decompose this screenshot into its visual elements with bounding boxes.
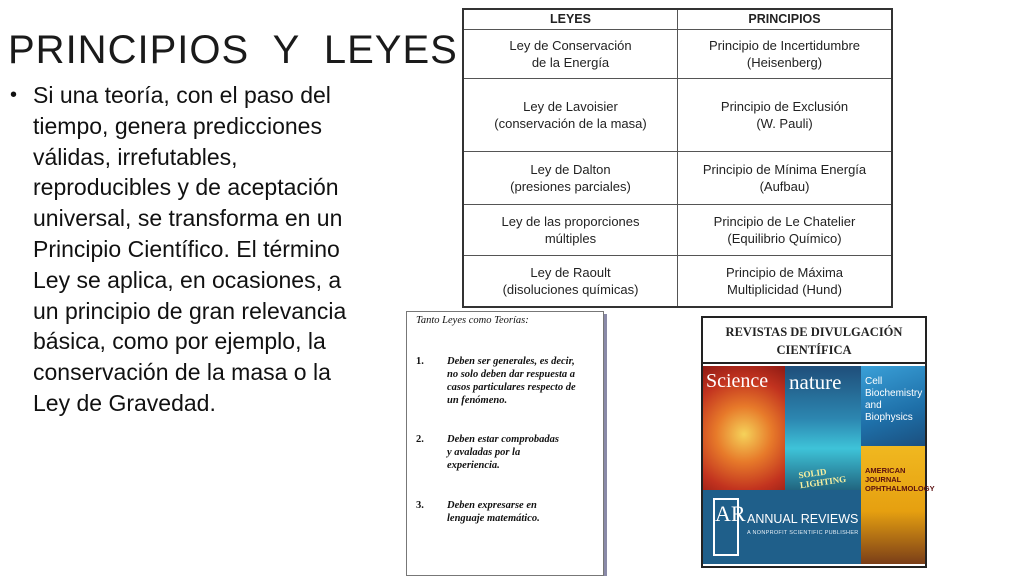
magazines-header: REVISTAS DE DIVULGACIÓN CIENTÍFICA — [703, 318, 925, 364]
annual-reviews-logo: AR — [713, 498, 739, 556]
note-item: 3. Deben expresarse en lenguaje matemático. — [416, 500, 540, 524]
ley-cell: Ley de Lavoisier (conservación de la masa) — [463, 79, 678, 152]
principio-cell: Principio de Incertidumbre (Heisenberg) — [678, 30, 893, 79]
ley-cell: Ley de Conservación de la Energía — [463, 30, 678, 79]
ley-cell: Ley de Dalton (presiones parciales) — [463, 152, 678, 205]
slide-title: PRINCIPIOS Y LEYES — [8, 28, 458, 72]
table-row — [463, 30, 892, 79]
header-principios: PRINCIPIOS — [678, 9, 893, 30]
ley-cell: Ley de Raoult (disoluciones químicas) — [463, 256, 678, 308]
table-header-row — [463, 9, 892, 30]
principio-cell: Principio de Exclusión (W. Pauli) — [678, 79, 893, 152]
table-row — [463, 205, 892, 256]
note-intro: Tanto Leyes como Teorías: — [416, 315, 529, 326]
table-row — [463, 256, 892, 308]
table-row — [463, 152, 892, 205]
annual-reviews-title: ANNUAL REVIEWS — [747, 512, 859, 526]
annual-reviews-subtitle: A NONPROFIT SCIENTIFIC PUBLISHER — [747, 530, 859, 536]
note-card — [406, 311, 604, 576]
principio-cell: Principio de Máxima Multiplicidad (Hund) — [678, 256, 893, 308]
science-cover — [703, 366, 785, 490]
note-item: 2. Deben estar comprobadas y avaladas por la experiencia. — [416, 434, 559, 471]
bullet-dot-icon: • — [10, 84, 18, 106]
magazines-panel — [701, 316, 935, 568]
ley-cell: Ley de las proporciones múltiples — [463, 205, 678, 256]
header-leyes: LEYES — [463, 9, 678, 30]
bullet-paragraph — [10, 80, 355, 419]
nature-headline: SOLID LIGHTING — [797, 466, 847, 491]
note-item: 1. Deben ser generales, es decir, no solo deben dar respuesta a casos particulares respecto de un fenómeno. — [416, 356, 576, 406]
principio-cell: Principio de Mínima Energía (Aufbau) — [678, 152, 893, 205]
table-row — [463, 79, 892, 152]
laws-principles-table — [462, 8, 893, 308]
annual-reviews-cover — [703, 490, 861, 564]
bullet-text: Si una teoría, con el paso del tiempo, genera predicciones válidas, irrefutables, reproducibles y de aceptación universal, se transforma en un Principio Científico. El término Ley se aplica, en ocasiones, a un principio de gran relevancia básica, como por ejemplo, la conservación de la masa o la Ley de Gravedad. — [33, 82, 347, 416]
nature-logo: nature — [789, 370, 842, 394]
cell-biochemistry-cover: Cell Biochemistry and Biophysics — [861, 366, 925, 446]
science-logo: Science — [706, 370, 769, 392]
principio-cell: Principio de Le Chatelier (Equilibrio Químico) — [678, 205, 893, 256]
ophthalmology-cover: AMERICAN JOURNAL OPHTHALMOLOGY — [861, 446, 925, 564]
